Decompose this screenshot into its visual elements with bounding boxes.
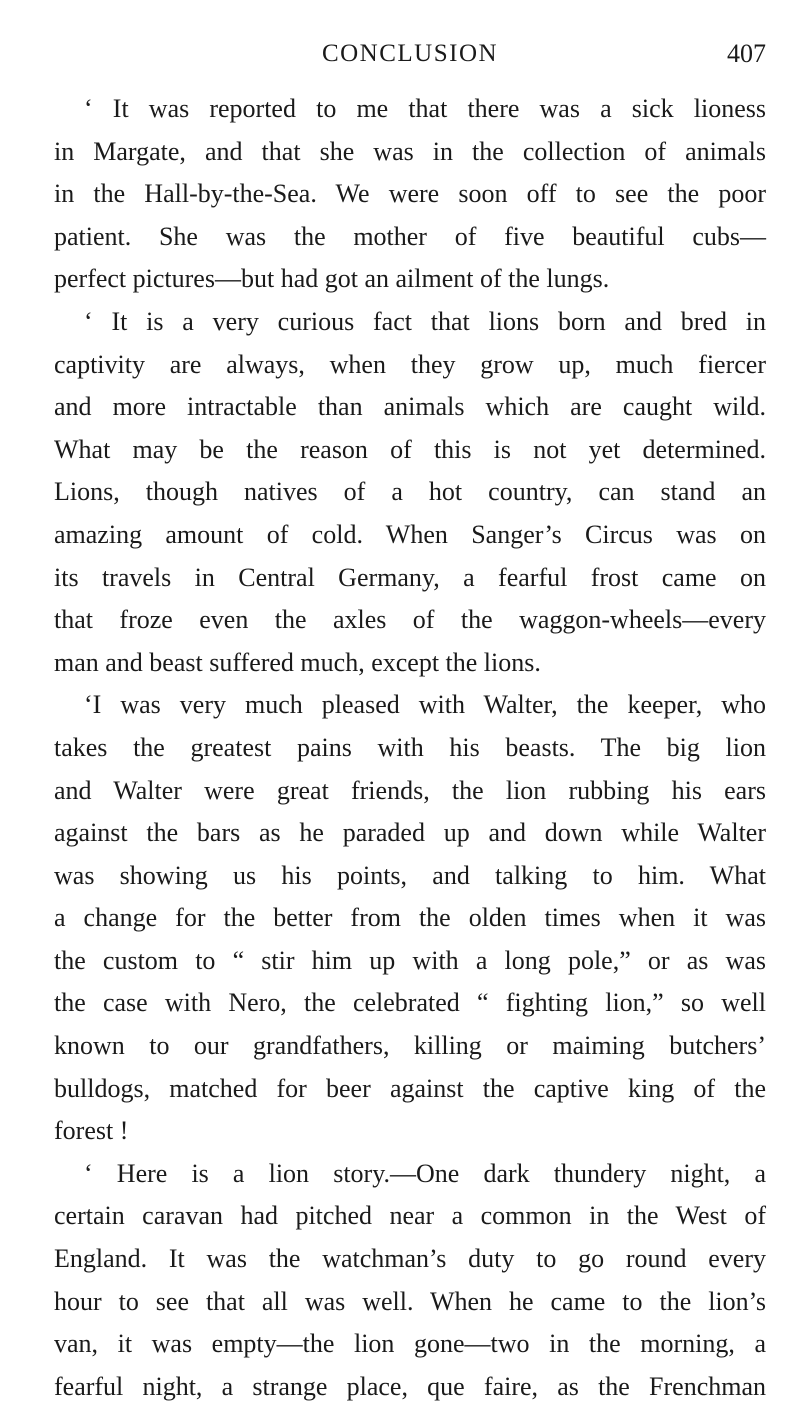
text-line: its travels in Central Germany, a fearful frost came on: [54, 562, 766, 592]
text-line: and Walter were great friends, the lion rubbing his ears: [54, 775, 766, 805]
text-line: that froze even the axles of the waggon-wheels—every: [54, 605, 766, 635]
text-line: certain caravan had pitched near a common in the West of: [54, 1201, 766, 1231]
text-line: ‘ Here is a lion story.—One dark thundery night, a: [84, 1158, 766, 1188]
text-line: was showing us his points, and talking to him. What: [54, 860, 766, 890]
text-line: amazing amount of cold. When Sanger’s Circus was on: [54, 519, 766, 549]
text-line: patient. She was the mother of five beautiful cubs—: [54, 221, 766, 251]
text-line: against the bars as he paraded up and down while Walter: [54, 818, 766, 848]
text-line: perfect pictures—but had got an ailment of the lungs.: [54, 264, 610, 294]
text-line: forest !: [54, 1116, 129, 1146]
text-line: captivity are always, when they grow up, much fiercer: [54, 349, 766, 379]
text-line: ‘I was very much pleased with Walter, the keeper, who: [84, 690, 766, 720]
text-line: Lions, though natives of a hot country, can stand an: [54, 477, 766, 507]
text-line: ‘ It is a very curious fact that lions born and bred in: [84, 306, 766, 336]
page-number: 407: [727, 39, 766, 68]
text-line: takes the greatest pains with his beasts. The big lion: [54, 732, 766, 762]
body-text: [54, 88, 766, 1408]
text-line: van, it was empty—the lion gone—two in the morning, a: [54, 1329, 766, 1359]
text-line: in Margate, and that she was in the collection of animals: [54, 136, 766, 166]
text-line: England. It was the watchman’s duty to go round every: [54, 1244, 766, 1274]
chapter-title: CONCLUSION: [321, 40, 499, 67]
text-line: the case with Nero, the celebrated “ fighting lion,” so well: [54, 988, 766, 1018]
text-line: in the Hall-by-the-Sea. We were soon off to see the poor: [54, 179, 766, 209]
text-line: What may be the reason of this is not yet determined.: [54, 434, 766, 464]
text-line: ‘ It was reported to me that there was a sick lioness: [84, 94, 766, 123]
running-head: [54, 36, 766, 72]
text-line: bulldogs, matched for beer against the captive king of the: [54, 1073, 766, 1103]
text-line: fearful night, a strange place, que faire, as the Frenchman: [54, 1371, 766, 1401]
text-line: and more intractable than animals which are caught wild.: [54, 392, 766, 422]
text-line: a change for the better from the olden times when it was: [54, 903, 766, 933]
text-line: man and beast suffered much, except the lions.: [54, 647, 541, 677]
text-line: hour to see that all was well. When he came to the lion’s: [54, 1286, 766, 1316]
text-line: known to our grandfathers, killing or maiming butchers’: [54, 1031, 766, 1061]
text-line: the custom to “ stir him up with a long pole,” or as was: [54, 945, 766, 975]
